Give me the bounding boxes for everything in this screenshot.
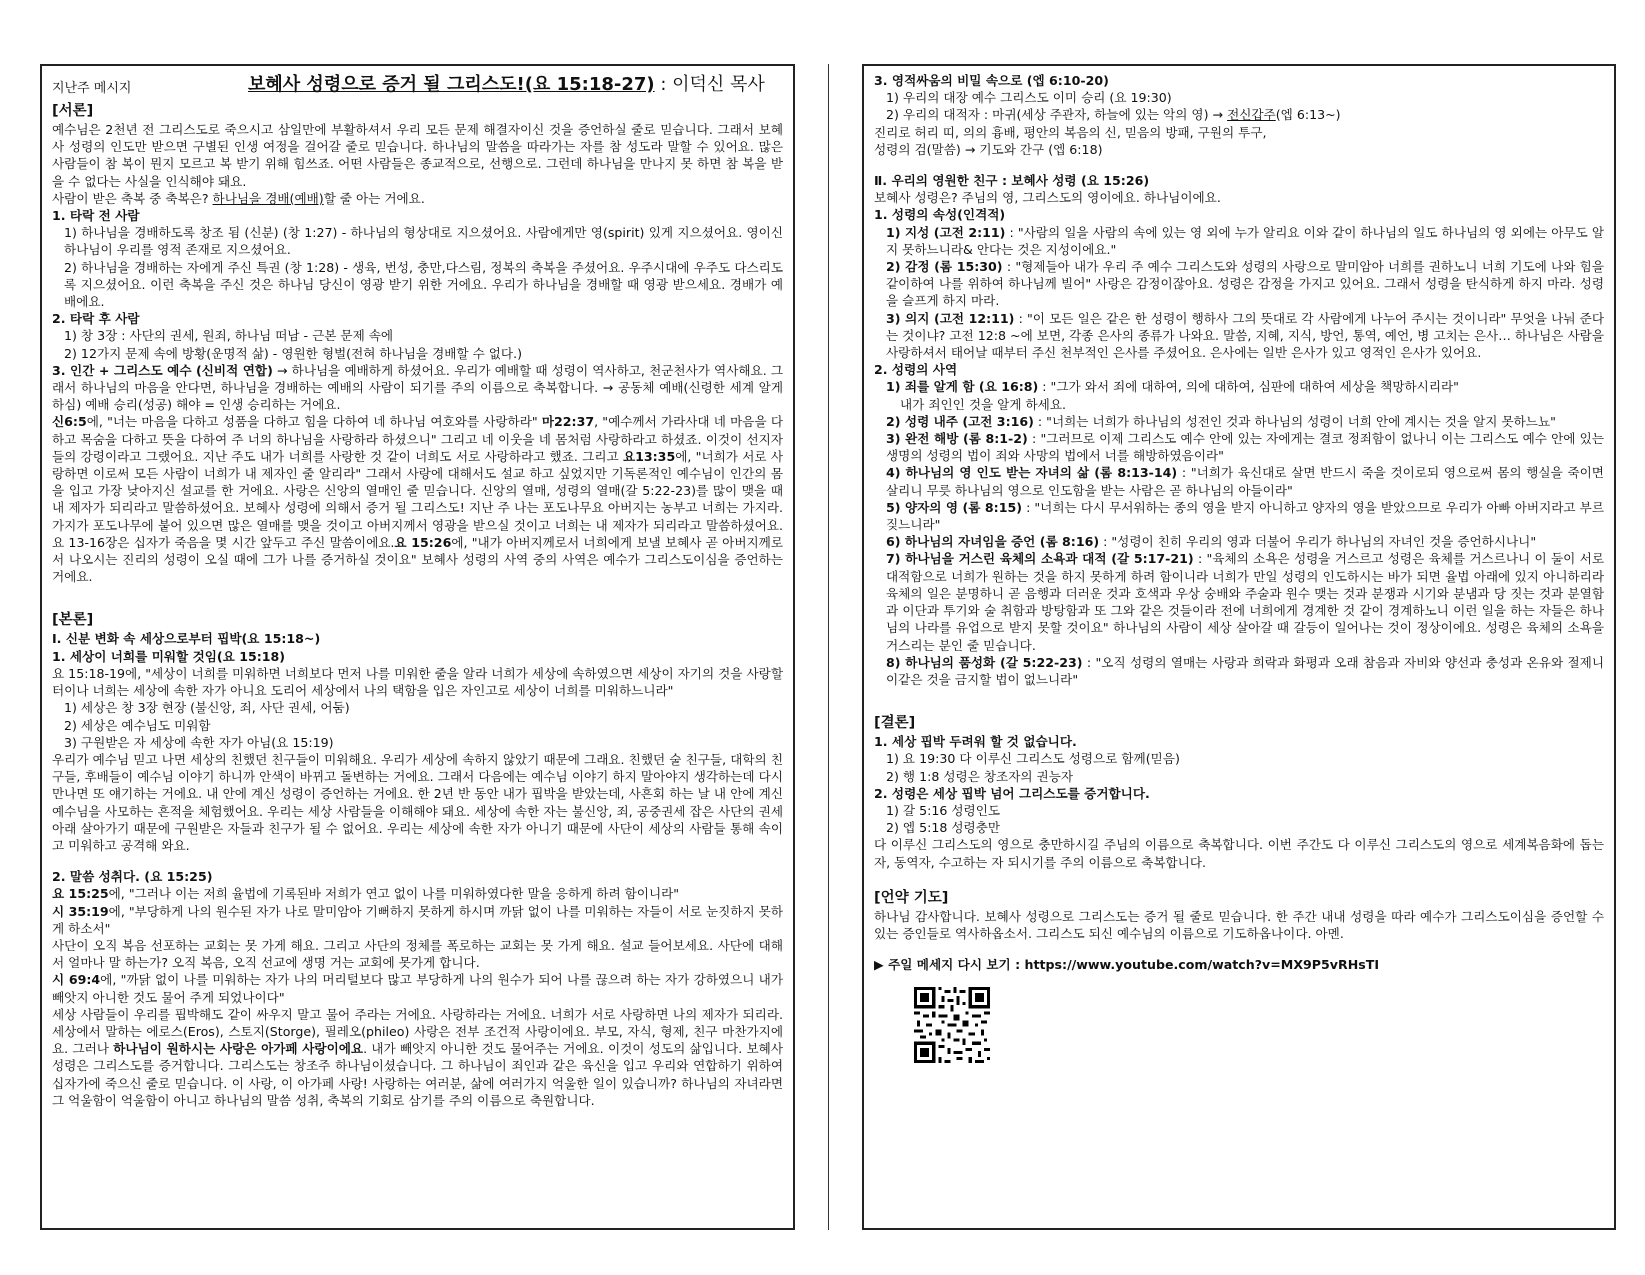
- section-heading: 2. 말씀 성취다. (요 15:25): [52, 869, 213, 885]
- list-item: 2) 하나님을 경배하는 자에게 주신 특권 (창 1:28) - 생육, 번성, 충만,다스림, 정복의 축복을 주셨어요. 우주시대에 우주도 다스리도록 지으셨어요. 이런 축복을 주신 것은 하나님 당신이 영광 받기 위한 거에요. 우리가 하나님을 경배할 때 영광 받으세요. 경배가 예배에요.: [64, 259, 783, 310]
- list-item: 7) 하나님을 거스린 육체의 소욕과 대적 (갈 5:17-21) : "육체의 소욕은 성령을 거스르고 성령은 육체를 거스르나니 이 둘이 서로 대적함으로 너희가 원하는 것을 하지 못하게 하려 함이니라 너희가 만일 성령의 인도하시는 바가 되면 율법 아래에 있지 아니하리라 육체의 일은 분명하니 곧 음행과 더러운 것과 호색과 우상 숭배와 주술과 원수 맺는 것과 분쟁과 시기와 분냄과 당 짓는 것과 분열함과 이단과 투기와 술 취함과 방탕함과 또 그와 같은 것들이라 전에 너희에게 경계한 것 같이 경계하노니 이런 일을 하는 자들은 하나님의 나라를 유업으로 받지 못할 것이요" 하나님의 사람이 세상 살아갈 때 갈등이 일어나는 것이 정상이에요. 성령은 육체의 소욕을 거스리는 분인 줄 믿습니다.: [886, 551, 1604, 653]
- list-item: 2) 성령 내주 (고전 3:16) : "너희는 너희가 하나님의 성전인 것과 하나님의 성령이 너희 안에 계시는 것을 알지 못하느뇨": [886, 413, 1556, 429]
- list-item: 3) 완전 해방 (롬 8:1-2) : "그러므로 이제 그리스도 예수 안에 있는 자에게는 결코 정죄함이 없나니 이는 그리스도 예수 안에 있는 생명의 성령의 법이 죄와 사망의 법에서 너를 해방하였음이라": [886, 431, 1604, 464]
- video-link[interactable]: ▶ 주일 메세지 다시 보기 : https://www.youtube.com/watch?v=MX9P5vRHsTI: [874, 957, 1380, 973]
- section-heading: 1. 타락 전 사람: [52, 208, 140, 224]
- body-paragraph: 성령의 검(말씀) → 기도와 간구 (엡 6:18): [874, 141, 1103, 157]
- section-heading: 3. 영적싸움의 비밀 속으로 (엡 6:10-20): [874, 73, 1109, 88]
- list-item: 1) 하나님을 경배하도록 창조 됨 (신분) (창 1:27) - 하나님의 형상대로 지으셨어요. 사람에게만 영(spirit) 있게 지으셨어요. 영이신 하나님이 우리를 영적 존재로 지으셨어요.: [64, 225, 783, 258]
- list-item: 2) 세상은 예수님도 미워함: [64, 717, 211, 733]
- list-item: 2) 감정 (롬 15:30) : "형제들아 내가 우리 주 예수 그리스도와 성령의 사랑으로 말미암아 너희를 권하노니 너희 기도에 나와 힘을 같이하여 나를 위하여 하나님께 빌어" 사랑은 감정이잖아요. 성령은 감정을 가지고 있어요. 그래서 성령을 탄식하게 하지 마라. 성령을 슬프게 하지 마라.: [886, 259, 1604, 309]
- body-paragraph: 세상 사람들이 우리를 핍박해도 같이 싸우지 말고 물어 주라는 거에요. 사랑하라는 거에요. 너희가 서로 사랑하면 나의 제자가 되리라. 세상에서 말하는 에로스(Eros), 스토지(Storge), 필레오(phileo) 사랑은 전부 조건적 사랑이에요. 부모, 자식, 형제, 친구 마찬가지에요. 그러나 하나님이 원하시는 사랑은 아가페 사랑이에요. 내가 빼앗지 아니한 것도 물어주는 거에요. 이것이 성도의 삶입니다. 보혜사 성령은 그리스도를 증거합니다. 그리스도는 창조주 하나님이셨습니다. 그 하나님이 죄인과 같은 육신을 입고 우리와 연합하기 위하여 십자가에 죽으신 줄로 믿습니다. 이 사랑, 이 아가페 사랑! 사랑하는 여러분, 삶에 여러가지 억울한 일이 있습니까? 하나님의 자녀라면 그 억울함이 억울함이 아니고 하나님의 말씀 성취, 축복의 기회로 삼기를 주의 이름으로 축원합니다.: [52, 1006, 783, 1108]
- intro-heading: [서론]: [52, 103, 94, 119]
- list-item: 1) 우리의 대장 예수 그리스도 이미 승리 (요 19:30): [886, 90, 1172, 106]
- body-paragraph: 진리로 허리 띠, 의의 흉배, 평안의 복음의 신, 믿음의 방패, 구원의 투구,: [874, 124, 1267, 140]
- list-item: 5) 양자의 영 (롬 8:15) : "너희는 다시 무서워하는 종의 영을 받지 아니하고 양자의 영을 받았으므로 우리가 아빠 아버지라고 부르짖느니라": [886, 499, 1604, 533]
- prayer-paragraph: 하나님 감사합니다. 보혜사 성령으로 그리스도는 증거 될 줄로 믿습니다. 한 주간 내내 성령을 따라 예수가 그리스도이심을 증언할 수 있는 증인들로 역사하옵소서. 그리스도 되신 예수님의 이름으로 기도하옵나이다. 아멘.: [874, 908, 1604, 941]
- section-heading: 1. 성령의 속성(인격적): [874, 207, 1006, 223]
- list-item: 1) 창 3장 : 사단의 권세, 원죄, 하나님 떠남 - 근본 문제 속에: [64, 328, 394, 344]
- list-item: 2) 행 1:8 성령은 창조자의 권능자: [886, 768, 1074, 784]
- body-paragraph: 다 이루신 그리스도의 영으로 충만하시길 주님의 이름으로 축복합니다. 이번 주간도 다 이루신 그리스도의 영으로 세계복음화에 돕는자, 동역자, 수고하는 자 되시기를 주의 이름으로 축복합니다.: [874, 837, 1604, 870]
- intro-paragraph: 예수님은 2천년 전 그리스도로 죽으시고 삼일만에 부활하셔서 우리 모든 문제 해결자이신 것을 증언하실 줄로 믿습니다. 그래서 보혜사 성령의 인도만 받으면 구별된 인생 여정을 걸어갈 줄로 믿습니다. 하나님의 말씀을 따라가는 자를 참 성도라 말할 수 있어요. 많은 사람들이 참 복이 뭔지 모르고 복 받기 위해 힘쓰죠. 어떤 사람들은 종교적으로, 선행으로. 그런데 하나님을 만나지 못 하면 참 복을 받을 수 없다는 사실을 인식해야 돼요.: [52, 122, 783, 189]
- list-item: 1) 갈 5:16 성령인도: [886, 802, 1001, 818]
- conclusion-heading: [결론]: [874, 715, 916, 732]
- header-row: [52, 72, 783, 98]
- prayer-heading: [언약 기도]: [874, 889, 949, 906]
- section-heading: 2. 성령의 사역: [874, 362, 958, 378]
- body-paragraph: 사단이 오직 복음 선포하는 교회는 못 가게 해요. 그리고 사단의 정체를 폭로하는 교회는 못 가게 해요. 설교 들어보세요. 사단에 대해서 얼마나 말 하는가? 오직 복음, 오직 선교에 생명 거는 교회에 못가게 합니다.: [52, 937, 783, 971]
- list-note: 내가 죄인인 것을 알게 하세요.: [900, 396, 1067, 412]
- right-column: [862, 64, 1616, 1230]
- section-heading: 2. 성령은 세상 핍박 넘어 그리스도를 증거합니다.: [874, 785, 1150, 801]
- list-item: 1) 세상은 창 3장 현장 (불신앙, 죄, 사단 권세, 어둠): [64, 700, 350, 716]
- body-heading: [본론]: [52, 612, 94, 629]
- sermon-title-row: [248, 72, 765, 98]
- list-item: 1) 지성 (고전 2:11) : "사람의 일을 사람의 속에 있는 영 외에 누가 알리요 이와 같이 하나님의 일도 하나님의 영 외에는 아무도 알지 못하느니라& 안다는 것은 지성이에요.": [886, 224, 1604, 257]
- part-heading: Ⅱ. 우리의 영원한 친구 : 보혜사 성령 (요 15:26): [874, 173, 1150, 189]
- qr-code-image[interactable]: [914, 987, 990, 1063]
- list-item: 6) 하나님의 자녀임을 증언 (롬 8:16) : "성령이 친히 우리의 영과 더불어 우리가 하나님의 자녀인 것을 증언하시나니": [886, 534, 1537, 550]
- list-item: 1) 요 19:30 다 이루신 그리스도 성령으로 함께(믿음): [886, 751, 1180, 767]
- verse-paragraph: 요 15:25에, "그러나 이는 저희 율법에 기록된바 저희가 연고 없이 나를 미워하였다한 말을 응하게 하려 함이니라": [52, 886, 680, 902]
- body-paragraph: 요 15:18-19에, "세상이 너희를 미워하면 너희보다 먼저 나를 미워한 줄을 알라 너희가 세상에 속하였으면 세상이 자기의 것을 사랑할 터이나 너희는 세상에 속한 자가 아니요 도리어 세상에서 나의 택함을 입은 자인고로 세상이 너희를 미워하느니라": [52, 665, 783, 699]
- list-item: 4) 하나님의 영 인도 받는 자녀의 삶 (롬 8:13-14) : "너희가 육신대로 살면 반드시 죽을 것이로되 영으로써 몸의 행실을 죽이면 살리니 무릇 하나님의 영으로 인도함을 받는 사람은 곧 하나님의 아들이라": [886, 465, 1604, 498]
- intro-paragraph-2: 사람이 받은 축복 중 축복은? 하나님을 경배(예배)할 줄 아는 거에요.: [52, 190, 425, 206]
- verse-paragraph: 시 69:4에, "까닭 없이 나를 미워하는 자가 나의 머리털보다 많고 부당하게 나의 원수가 되어 나를 끊으려 하는 자가 강하였으니 내가 빼앗지 아니한 것도 물어 주게 되었나이다": [52, 972, 784, 1005]
- sermon-title: 보혜사 성령으로 증거 될 그리스도!(요 15:18-27): [248, 74, 655, 95]
- part-heading: Ⅰ. 신분 변화 속 세상으로부터 핍박(요 15:18~): [52, 631, 321, 647]
- preacher-name: 이덕신 목사: [672, 74, 765, 95]
- column-divider: [828, 64, 829, 1230]
- left-column: [40, 64, 795, 1230]
- section-label: 지난주 메시지: [52, 81, 132, 96]
- section-heading: 1. 세상이 너희를 미워할 것임(요 15:18): [52, 648, 286, 664]
- section-heading: 1. 세상 핍박 두려워 할 것 없습니다.: [874, 734, 1077, 750]
- list-item: 2) 우리의 대적자 : 마귀(세상 주관자, 하늘에 있는 악의 영) → 전신갑주(엡 6:13~): [886, 107, 1341, 123]
- list-item: 3) 의지 (고전 12:11) : "이 모든 일은 같은 한 성령이 행하사 그의 뜻대로 각 사람에게 나누어 주시는 것이니라" 무엇을 나눠 준다는 것이냐? 고전 12:8 ~에 보면, 각종 은사의 종류가 나와요. 말씀, 지혜, 지식, 방언, 통역, 예언, 병 고치는 은사… 하나님은 사람을 사랑하셔서 태어날 때부터 주신 천부적인 은사를 주셨어요. 은사에는 일반 은사가 있고 영적인 은사가 있어요.: [886, 310, 1604, 361]
- verse-paragraph: 신6:5에, "너는 마음을 다하고 성품을 다하고 힘을 다하여 네 하나님 여호와를 사랑하라" 마22:37, "예수께서 가라사대 네 마음을 다하고 목숨을 다하고 뜻을 다하여 주 너의 하나님을 사랑하라 하셨으니" 그리고 네 이웃을 네 몸처럼 사랑하라고 하셨죠. 이것이 선지자들의 강령이라고 그랬어요. 지난 주도 내가 너희를 사랑한 것 같이 너희도 서로 사랑하라고 했죠. 그리고 요13:35에, "너희가 서로 사랑하면 이로써 모든 사람이 너희가 내 제자인 줄 알리라" 그래서 사랑에 대해서도 설교 하고 싶었지만 기독론적인 예수님이 인간의 몸을 입고 가장 낮아지신 설교를 한 거에요. 사랑은 신앙의 열매인 줄 믿습니다. 신앙의 열매, 성령의 열매(갈 5:22-23)를 많이 맺을 때 내 제자가 되리라고 말씀하셨어요. 보혜사 성령에 의해서 증거 될 그리스도! 지난 주 나는 포도나무요 아버지는 농부고 너희는 가지라. 가지가 포도나무에 붙어 있으면 많은 열매를 맺을 것이고 아버지께서 영광을 받으실 것이고 너희는 내 제자가 되리라고 말씀하셨어요. 요 13-16장은 십자가 죽음을 몇 시간 앞두고 주신 말씀이에요.요 15:26에, "내가 아버지께로서 너희에게 보낼 보혜사 곧 아버지께로서 나오시는 진리의 성령이 오실 때에 그가 나를 증거하실 것이요" 보혜사 성령의 사역 중의 사역은 예수가 그리스도이심을 증언하는 거에요.: [52, 414, 784, 585]
- union-paragraph: 3. 인간 + 그리스도 예수 (신비적 연합) → 하나님을 예배하게 하셨어요. 우리가 예배할 때 성령이 역사하고, 천군천사가 역사해요. 그래서 하나님의 마음을 안다면, 하나님을 경배하는 예배의 사람이 되기를 주의 이름으로 축복합니다. → 공동체 예배(신령한 세계 알게 하심) 예배 승리(성공) 해야 = 인생 승리하는 거에요.: [52, 362, 783, 413]
- list-item: 3) 구원받은 자 세상에 속한 자가 아님(요 15:19): [64, 734, 334, 750]
- list-item: 2) 엡 5:18 성령충만: [886, 820, 1001, 836]
- section-heading: 2. 타락 후 사람: [52, 311, 140, 327]
- title-separator: :: [654, 74, 673, 95]
- verse-paragraph: 시 35:19에, "부당하게 나의 원수된 자가 나로 말미암아 기뻐하지 못하게 하시며 까닭 없이 나를 미워하는 자들이 서로 눈짓하지 못하게 하소서": [52, 903, 784, 936]
- list-item: 2) 12가지 문제 속에 방황(운명적 삶) - 영원한 형벌(전혀 하나님을 경배할 수 없다.): [64, 345, 522, 361]
- list-item: 8) 하나님의 품성화 (갈 5:22-23) : "오직 성령의 열매는 사랑과 희락과 화평과 오래 참음과 자비와 양선과 충성과 온유와 절제니 이같은 것을 금지할 법이 없느니라": [886, 654, 1604, 687]
- body-paragraph: 보혜사 성령은? 주님의 영, 그리스도의 영이에요. 하나님이에요.: [874, 190, 1221, 206]
- list-item: 1) 죄를 알게 함 (요 16:8) : "그가 와서 죄에 대하여, 의에 대하여, 심판에 대하여 세상을 책망하시리라": [886, 379, 1459, 395]
- body-paragraph: 우리가 예수님 믿고 나면 세상의 친했던 친구들이 미워해요. 우리가 세상에 속하지 않았기 때문에 그래요. 친했던 술 친구들, 대학의 친구들, 후배들이 예수님 이야기 하니까 안색이 바뀌고 돌변하는 거에요. 그래서 다음에는 예수님 이야기 하지 말아야지 생각하는데 다시 만나면 또 얘기하는 거에요. 내 안에 계신 성령이 증언하는 거에요. 한 2년 반 동안 내가 핍박을 받았는데, 사흔회 하는 날 내 안에 계신 예수님을 사모하는 흔적을 체험했어요. 우리는 세상 사람들을 이해해야 돼요. 세상에 속한 자는 불신앙, 죄, 공중권세 잡은 사단의 권세 아래 살아가기 때문에 구원받은 자들과 친구가 될 수 없어요. 우리는 세상에 속한 자가 아니기 때문에 사단이 세상의 사람들 통해 속이고 미워하고 공격해 와요.: [52, 751, 783, 853]
